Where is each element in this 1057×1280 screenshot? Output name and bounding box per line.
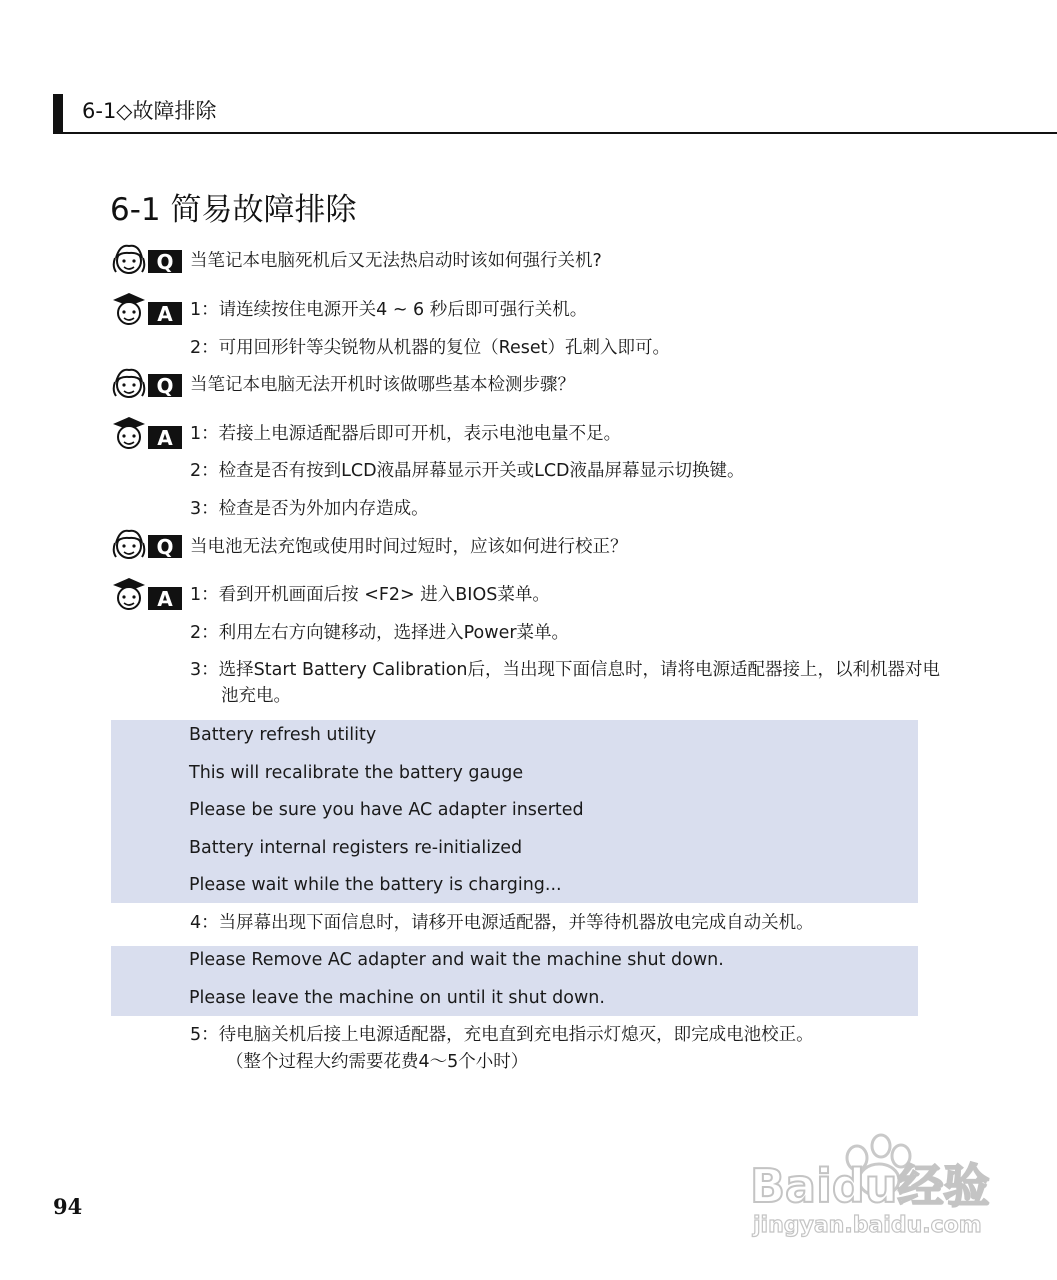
svg-text:Q: Q: [156, 535, 174, 559]
svg-text:jingyan.baidu.com: jingyan.baidu.com: [753, 1213, 982, 1238]
svg-text:Q: Q: [156, 250, 174, 274]
answer-graduate-icon: [110, 414, 184, 452]
answer-2-3: 3：检查是否为外加内存造成。: [190, 499, 429, 519]
answer-graduate-icon: [110, 290, 184, 328]
question-2: 当笔记本电脑无法开机时该做哪些基本检测步骤？: [190, 375, 575, 395]
answer-1-1: 1：请连续按住电源开关4 ~ 6 秒后即可强行关机。: [190, 300, 588, 320]
header-bar: [53, 94, 63, 134]
answer-3-1: 1：看到开机画面后按 <F2> 进入BIOS菜单。: [190, 585, 550, 605]
step-5: 5：待电脑关机后接上电源适配器，充电直到充电指示灯熄灭，即完成电池校正。: [190, 1025, 814, 1045]
svg-text:A: A: [157, 426, 173, 450]
answer-2-2: 2：检查是否有按到LCD液晶屏幕显示开关或LCD液晶屏幕显示切换键。: [190, 461, 745, 481]
question-1: 当笔记本电脑死机后又无法热启动时该如何强行关机?: [190, 251, 602, 271]
answer-1-2: 2：可用回形针等尖锐物从机器的复位（Reset）孔刺入即可。: [190, 338, 671, 358]
svg-text:Q: Q: [156, 374, 174, 398]
answer-2-1: 1：若接上电源适配器后即可开机，表示电池电量不足。: [190, 424, 622, 444]
step-5-note: （整个过程大约需要花费4～5个小时）: [226, 1052, 529, 1072]
shutdown-message-line: Please leave the machine on until it shut down.: [189, 988, 605, 1008]
bios-message-block: [111, 720, 918, 903]
bios-message-line: Battery refresh utility: [189, 725, 377, 745]
bios-message-line: Please wait while the battery is charging...: [189, 875, 562, 895]
svg-text:A: A: [157, 302, 173, 326]
header-rule: [63, 132, 1057, 134]
baidu-jingyan-watermark: [745, 1120, 1005, 1240]
bios-message-line: Battery internal registers re-initialized: [189, 838, 523, 858]
section-title: 6-1 简易故障排除: [110, 192, 357, 228]
question-girl-icon: [110, 242, 184, 280]
answer-graduate-icon: [110, 575, 184, 613]
question-3: 当电池无法充饱或使用时间过短时，应该如何进行校正？: [190, 537, 628, 557]
bios-message-line: Please be sure you have AC adapter inserted: [189, 800, 584, 820]
page-number: 94: [53, 1194, 83, 1219]
shutdown-message-line: Please Remove AC adapter and wait the machine shut down.: [189, 950, 724, 970]
answer-3-2: 2：利用左右方向键移动，选择进入Power菜单。: [190, 623, 570, 643]
svg-text:Baidu经验: Baidu经验: [750, 1159, 990, 1213]
question-girl-icon: [110, 527, 184, 565]
bios-message-line: This will recalibrate the battery gauge: [189, 763, 524, 783]
step-4: 4：当屏幕出现下面信息时，请移开电源适配器，并等待机器放电完成自动关机。: [190, 913, 814, 933]
chapter-header-title: 6-1◇故障排除: [82, 99, 217, 123]
svg-text:A: A: [157, 587, 173, 611]
shutdown-message-block: [111, 946, 918, 1016]
question-girl-icon: [110, 366, 184, 404]
answer-3-3: 3：选择Start Battery Calibration后，当出现下面信息时，请将电源适配器接上，以利机器对电池充电。: [190, 660, 940, 706]
